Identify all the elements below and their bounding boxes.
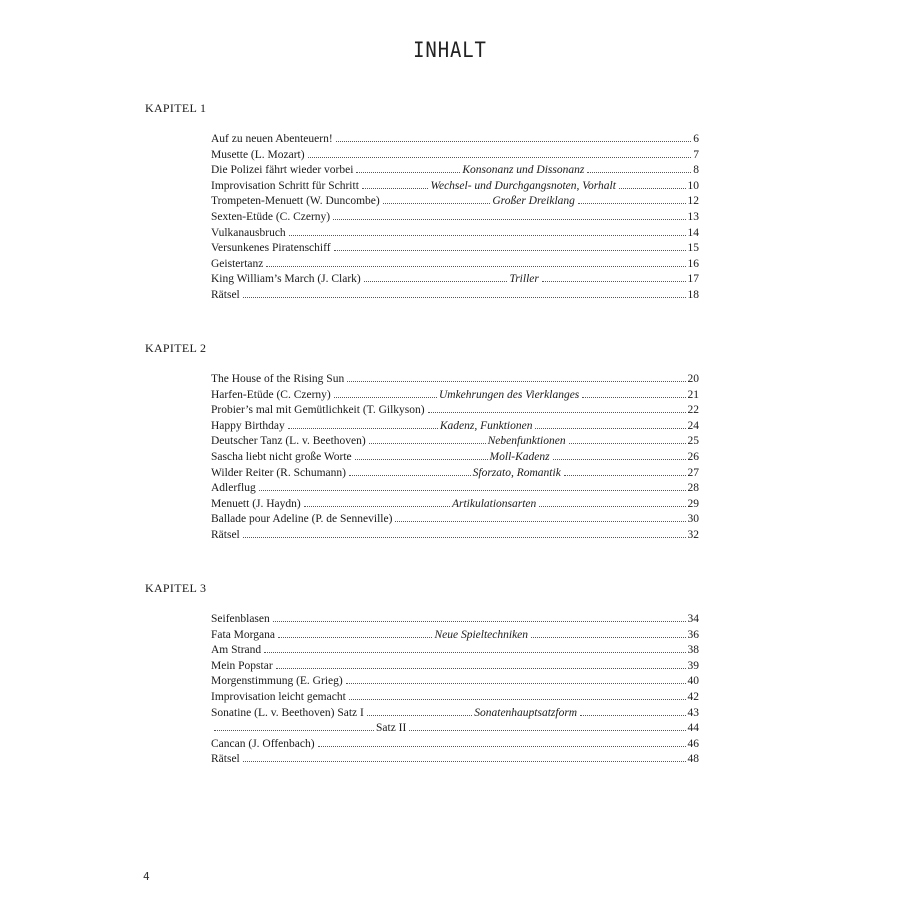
dot-leader <box>553 459 686 460</box>
entry-topic: Konsonanz und Dissonanz <box>462 164 585 177</box>
dot-leader <box>346 683 686 684</box>
entry-topic: Neue Spieltechniken <box>434 628 529 641</box>
toc-entry <box>211 210 699 226</box>
entry-topic: Moll-Kadenz <box>489 450 550 463</box>
dot-leader <box>367 715 472 716</box>
entry-title: Am Strand <box>211 644 262 657</box>
entry-title: Harfen-Etüde (C. Czerny) <box>211 388 331 401</box>
entry-topic: Sonatenhauptsatzform <box>474 706 578 719</box>
toc-entry <box>211 372 699 388</box>
dot-leader <box>580 715 685 716</box>
toc-entry <box>211 450 699 466</box>
dot-leader <box>264 652 685 653</box>
entry-title: The House of the Rising Sun <box>211 373 345 385</box>
entry-page-number: 26 <box>687 450 699 463</box>
toc-entry <box>211 690 699 706</box>
entry-page-number: 17 <box>687 273 700 286</box>
entry-topic: Nebenfunktionen <box>487 435 566 448</box>
toc-list <box>211 372 699 544</box>
entry-topic: Sforzato, Romantik <box>472 466 561 479</box>
dot-leader <box>355 459 488 460</box>
entry-title: Geistertanz <box>211 257 264 270</box>
entry-topic: Umkehrungen des Vierklanges <box>438 388 580 401</box>
dot-leader <box>362 188 429 189</box>
dot-leader <box>318 746 686 747</box>
dot-leader <box>243 761 686 762</box>
entry-topic: Kadenz, Funktionen <box>439 419 533 432</box>
dot-leader <box>535 428 685 429</box>
toc-entry <box>211 403 699 419</box>
dot-leader <box>273 621 686 622</box>
entry-title: Seifenblasen <box>211 613 270 625</box>
entry-page-number: 20 <box>687 373 699 385</box>
entry-page-number: 24 <box>687 419 699 432</box>
toc-entry <box>211 288 699 304</box>
dot-leader <box>243 297 686 298</box>
entry-page-number: 7 <box>693 148 699 161</box>
toc-list <box>211 612 699 768</box>
toc-entry <box>211 659 699 675</box>
dot-leader <box>356 172 460 173</box>
entry-title: Auf zu neuen Abenteuern! <box>211 133 333 145</box>
entry-page-number: 16 <box>687 257 699 270</box>
entry-page-number: 18 <box>687 288 699 301</box>
toc-entry <box>211 737 699 753</box>
entry-page-number: 30 <box>687 513 699 526</box>
entry-page-number: 29 <box>687 497 699 510</box>
entry-page-number: 21 <box>687 388 699 401</box>
entry-title: Fata Morgana <box>211 628 275 641</box>
dot-leader <box>369 443 486 444</box>
entry-title: Sexten-Etüde (C. Czerny) <box>211 210 331 223</box>
dot-leader <box>364 281 508 282</box>
entry-title: Deutscher Tanz (L. v. Beethoven) <box>211 435 366 448</box>
toc-entry <box>211 481 699 497</box>
entry-title: Trompeten-Menuett (W. Duncombe) <box>211 195 380 208</box>
entry-page-number: 32 <box>687 528 699 541</box>
toc-entry <box>211 466 699 482</box>
toc-entry <box>211 194 699 210</box>
dot-leader <box>334 250 686 251</box>
dot-leader <box>349 475 471 476</box>
entry-title: Probier’s mal mit Gemütlichkeit (T. Gilkyson) <box>211 404 425 417</box>
dot-leader <box>289 235 686 236</box>
dot-leader <box>542 281 686 282</box>
entry-title: Improvisation Schritt für Schritt <box>211 179 359 192</box>
toc-entry <box>211 497 699 513</box>
toc-entry <box>211 163 699 179</box>
entry-topic: Triller <box>509 273 539 286</box>
toc-entry <box>211 419 699 435</box>
entry-title: Improvisation leicht gemacht <box>211 690 346 703</box>
toc-entry <box>211 528 699 544</box>
entry-page-number: 39 <box>687 659 699 672</box>
dot-leader <box>383 203 491 204</box>
entry-title: Rätsel <box>211 753 240 766</box>
entry-title: Happy Birthday <box>211 419 285 432</box>
toc-list <box>211 132 699 304</box>
dot-leader <box>278 637 432 638</box>
toc-entry <box>211 179 699 195</box>
entry-title: Mein Popstar <box>211 659 273 672</box>
toc-entry <box>211 388 699 404</box>
entry-page-number: 38 <box>687 644 699 657</box>
dot-leader <box>243 537 686 538</box>
toc-entry <box>211 612 699 628</box>
toc-entry <box>211 643 699 659</box>
entry-page-number: 10 <box>687 179 699 192</box>
entry-page-number: 22 <box>687 404 699 417</box>
dot-leader <box>395 521 685 522</box>
entry-title: Cancan (J. Offenbach) <box>211 737 315 750</box>
dot-leader <box>409 730 685 731</box>
entry-title: Versunkenes Piratenschiff <box>211 242 331 255</box>
entry-page-number: 42 <box>687 690 699 703</box>
entry-page-number: 28 <box>687 482 699 495</box>
dot-leader <box>266 266 685 267</box>
entry-page-number: 13 <box>687 210 699 223</box>
toc-entry <box>211 752 699 768</box>
dot-leader <box>288 428 438 429</box>
entry-title: Rätsel <box>211 528 240 541</box>
entry-title: Sascha liebt nicht große Worte <box>211 450 352 463</box>
entry-page-number: 15 <box>687 242 699 255</box>
chapter-heading: KAPITEL 3 <box>145 581 207 595</box>
entry-page-number: 6 <box>693 133 699 145</box>
entry-page-number: 27 <box>687 466 699 479</box>
dot-leader <box>619 188 686 189</box>
chapter-heading: KAPITEL 2 <box>145 341 207 355</box>
entry-title: Rätsel <box>211 288 240 301</box>
dot-leader <box>259 490 686 491</box>
toc-entry <box>211 706 699 722</box>
entry-page-number: 14 <box>687 226 699 239</box>
toc-entry <box>211 226 699 242</box>
entry-page-number: 12 <box>687 195 700 208</box>
page-title: INHALT <box>413 38 487 62</box>
dot-leader <box>564 475 686 476</box>
dot-leader <box>276 668 686 669</box>
entry-title: Menuett (J. Haydn) <box>211 497 301 510</box>
entry-topic: Wechsel- und Durchgangsnoten, Vorhalt <box>430 179 616 192</box>
dot-leader <box>304 506 450 507</box>
page-number: 4 <box>143 870 150 883</box>
toc-entry <box>211 434 699 450</box>
entry-page-number: 25 <box>687 435 699 448</box>
entry-title: Wilder Reiter (R. Schumann) <box>211 466 346 479</box>
entry-page-number: 40 <box>687 675 699 688</box>
dot-leader <box>531 637 685 638</box>
entry-topic: Großer Dreiklang <box>492 195 575 208</box>
entry-title: Musette (L. Mozart) <box>211 148 305 161</box>
entry-page-number: 36 <box>687 628 700 641</box>
dot-leader <box>336 141 692 142</box>
entry-title: King William’s March (J. Clark) <box>211 273 361 286</box>
dot-leader <box>539 506 685 507</box>
toc-entry <box>211 241 699 257</box>
dot-leader <box>349 699 686 700</box>
toc-entry <box>211 132 699 148</box>
entry-title: Die Polizei fährt wieder vorbei <box>211 164 354 177</box>
dot-leader <box>214 730 374 731</box>
toc-entry <box>211 257 699 273</box>
toc-entry <box>211 628 699 644</box>
toc-entry <box>211 272 699 288</box>
entry-page-number: 44 <box>687 722 699 735</box>
dot-leader <box>569 443 686 444</box>
entry-title: Morgenstimmung (E. Grieg) <box>211 675 343 688</box>
dot-leader <box>582 397 685 398</box>
dot-leader <box>428 412 686 413</box>
chapter-heading: KAPITEL 1 <box>145 101 207 115</box>
toc-entry <box>211 512 699 528</box>
toc-entry <box>211 721 699 737</box>
entry-title: Sonatine (L. v. Beethoven) Satz I <box>211 706 364 719</box>
entry-page-number: 46 <box>687 737 699 750</box>
dot-leader <box>347 381 685 382</box>
entry-page-number: 34 <box>687 613 699 625</box>
dot-leader <box>587 172 691 173</box>
entry-topic: Artikulationsarten <box>451 497 537 510</box>
entry-page-number: 8 <box>693 164 700 177</box>
dot-leader <box>334 397 437 398</box>
entry-page-number: 48 <box>687 753 699 766</box>
toc-entry <box>211 148 699 164</box>
toc-entry <box>211 674 699 690</box>
dot-leader <box>578 203 686 204</box>
dot-leader <box>308 157 692 158</box>
entry-title: Satz II <box>376 722 407 735</box>
entry-title: Adlerflug <box>211 482 256 495</box>
entry-title: Ballade pour Adeline (P. de Senneville) <box>211 513 393 526</box>
entry-page-number: 43 <box>687 706 699 719</box>
dot-leader <box>333 219 685 220</box>
entry-title: Vulkanausbruch <box>211 226 286 239</box>
